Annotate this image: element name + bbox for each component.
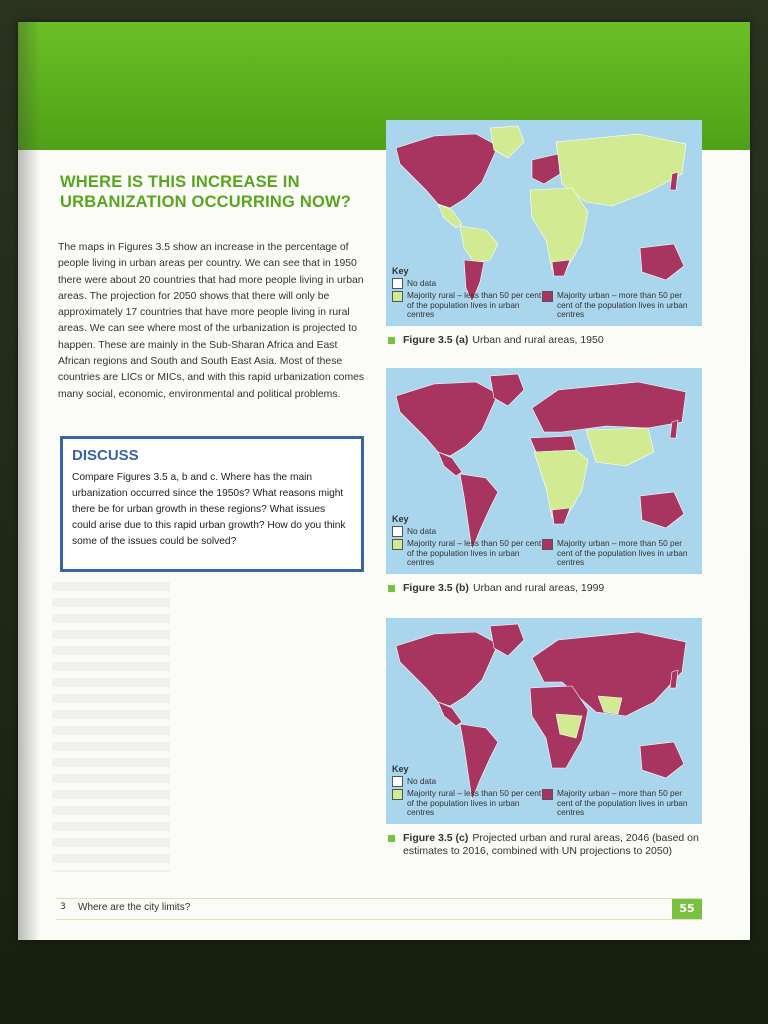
world-map-1999 [386,368,702,574]
north-america [396,632,498,706]
caption-bullet [388,835,395,842]
section-heading: WHERE IS THIS INCREASE IN URBANIZATION OCCURRING NOW? [60,173,352,211]
figure-label: Figure 3.5 (c) [403,832,469,844]
rural-swatch [392,789,403,800]
key-no-data-label: No data [407,278,437,288]
europe-west [532,154,560,184]
figure-caption-text: Urban and rural areas, 1999 [472,582,605,594]
urban-swatch [542,291,553,302]
no-data-swatch [392,526,403,537]
show-through-text [52,582,170,872]
page-number: 55 [672,899,702,919]
africa [530,188,588,270]
figure-3-5-b [386,368,702,595]
key-no-data-label: No data [407,526,437,536]
key-no-data-label: No data [407,776,437,786]
key-urban-label: Majority urban – more than 50 per cent of the population lives in urban centres [557,788,688,817]
figure-label: Figure 3.5 (b) [403,582,469,594]
key-title: Key [392,266,409,276]
urban-swatch [542,539,553,550]
key-title: Key [392,514,409,524]
no-data-swatch [392,776,403,787]
figure-3-5-c [386,618,702,858]
sub-saharan-africa [534,450,588,518]
figure-caption-a [386,334,702,347]
north-america [396,382,498,456]
map-key-c [392,764,698,818]
chapter-title: Where are the city limits? [78,902,191,913]
discuss-box [60,436,364,572]
key-urban-label: Majority urban – more than 50 per cent of the population lives in urban centres [557,538,688,567]
world-map-2046 [386,618,702,824]
chapter-number: 3 [60,902,66,912]
caption-bullet [388,585,395,592]
discuss-text: Compare Figures 3.5 a, b and c. Where has the main urbanization occurred since the 1950s? What reasons might there be for urban growth in these regions? What issues could arise due to this rapid urban growth? How do you think some of the issues could be solved? [72,472,346,547]
figure-3-5-a [386,120,702,347]
north-america [396,134,498,208]
key-rural-label: Majority rural – less than 50 per cent of the population lives in urban centres [407,290,542,319]
figure-label: Figure 3.5 (a) [403,334,469,346]
urban-swatch [542,789,553,800]
map-key-b [392,514,698,568]
figure-caption-c [386,832,702,858]
key-urban-label: Majority urban – more than 50 per cent of the population lives in urban centres [557,290,688,319]
europe-russia [532,382,686,432]
figure-caption-text: Urban and rural areas, 1950 [472,334,604,346]
binding-shadow [18,22,40,940]
no-data-swatch [392,278,403,289]
key-title: Key [392,764,409,774]
map-key-a [392,266,698,320]
figure-caption-b [386,582,702,595]
china-south-asia [586,428,654,466]
north-africa [530,436,576,452]
section-body-text: The maps in Figures 3.5 show an increase in the percentage of people living in urban areas per country. We can see that in 1950 there were about 20 countries that had more people living in urban areas. The projection for 2050 shows that there will only be approximately 17 countries that have more people living in rural areas. We can see where most of the urbanization is projected to happen. These are mainly in the Sub-Sharan Africa and East African regions and South and South East Asia. Most of these countries are LICs or MICs, and with this rapid urbanization comes many social, economic, environmental and political problems. [58,242,365,400]
figure-caption-text: Projected urban and rural areas, 2046 (based on estimates to 2016, combined with UN projections to 2050) [403,832,699,857]
key-rural-label: Majority rural – less than 50 per cent of the population lives in urban centres [407,538,542,567]
page-footer [56,898,702,920]
south-america-north [460,226,498,262]
book-page [18,22,750,940]
key-rural-label: Majority rural – less than 50 per cent of the population lives in urban centres [407,788,542,817]
rural-swatch [392,291,403,302]
caption-bullet [388,337,395,344]
discuss-title: DISCUSS [72,447,139,464]
rural-swatch [392,539,403,550]
world-map-1950 [386,120,702,326]
